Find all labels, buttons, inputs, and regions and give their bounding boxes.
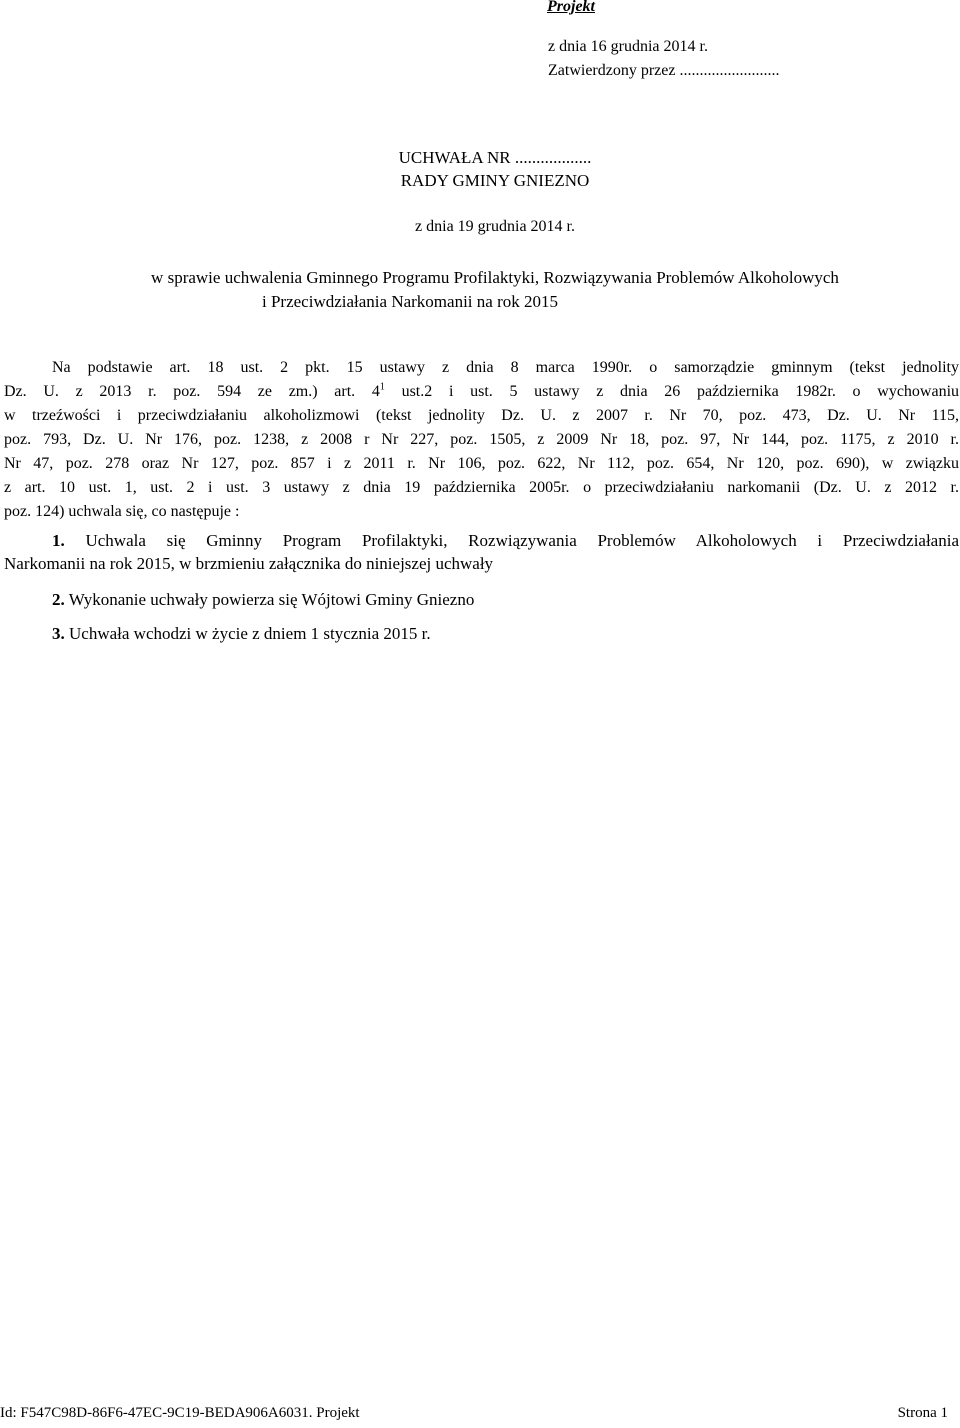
- section-1: [4, 529, 959, 575]
- legal-basis-text: Dz. U. z 2013 r. poz. 594 ze zm.) art. 4: [4, 383, 380, 400]
- resolution-date: z dnia 19 grudnia 2014 r.: [415, 218, 575, 235]
- section-text: Uchwala się Gminny Program Profilaktyki, Rozwiązywania Problemów Alkoholowych i Przeciwdziałania: [85, 531, 959, 550]
- section-mark: 2.: [52, 590, 65, 609]
- section-mark: 3.: [52, 624, 65, 643]
- subject-line-1: w sprawie uchwalenia Gminnego Programu Profilaktyki, Rozwiązywania Problemów Alkoholowych: [151, 268, 839, 287]
- legal-basis-text: ust.2 i ust. 5 ustawy z dnia 26 października 1982r. o wychowaniu: [401, 383, 960, 400]
- legal-basis-line: [4, 380, 959, 404]
- section-1-line: Narkomanii na rok 2015, w brzmieniu załącznika do niniejszej uchwały: [4, 554, 494, 573]
- draft-date: z dnia 16 grudnia 2014 r.: [548, 38, 708, 55]
- resolution-number: UCHWAŁA NR ..................: [398, 148, 592, 167]
- section-text: Uchwała wchodzi w życie z dniem 1 stycznia 2015 r.: [69, 624, 431, 643]
- legal-basis-line: z art. 10 ust. 1, ust. 2 i ust. 3 ustawy z dnia 19 października 2005r. o przeciwdziałaniu narkomanii (Dz. U. z 2012 r.: [4, 479, 959, 496]
- legal-basis-line: Na podstawie art. 18 ust. 2 pkt. 15 ustawy z dnia 8 marca 1990r. o samorządzie gminnym (tekst jednolity: [52, 359, 959, 376]
- legal-basis-line: poz. 124) uchwala się, co następuje :: [4, 503, 240, 520]
- legal-basis-line: w trzeźwości i przeciwdziałaniu alkoholizmowi (tekst jednolity Dz. U. z 2007 r. Nr 70, poz. 473, Dz. U. Nr 115,: [4, 407, 959, 424]
- section-3-line: [4, 622, 959, 645]
- footer-page-number: Strona 1: [897, 1405, 948, 1421]
- section-3: [4, 622, 959, 645]
- section-mark: 1.: [52, 531, 65, 550]
- subject-line-2: i Przeciwdziałania Narkomanii na rok 2015: [262, 292, 558, 311]
- section-2: [4, 588, 959, 611]
- section-1-line: [4, 529, 959, 552]
- legal-basis-paragraph: [4, 356, 959, 524]
- section-2-line: [4, 588, 959, 611]
- superscript: 1: [379, 381, 385, 393]
- section-text: Wykonanie uchwały powierza się Wójtowi Gminy Gniezno: [68, 590, 475, 609]
- approved-by-line: Zatwierdzony przez .........................: [548, 62, 780, 79]
- footer-document-id: Id: F547C98D-86F6-47EC-9C19-BEDA906A6031. Projekt: [0, 1405, 360, 1421]
- legal-basis-line: poz. 793, Dz. U. Nr 176, poz. 1238, z 2008 r Nr 227, poz. 1505, z 2009 Nr 18, poz. 97, Nr 144, poz. 1175, z 2010 r.: [4, 431, 959, 448]
- project-label: Projekt: [547, 0, 595, 15]
- legal-basis-line: Nr 47, poz. 278 oraz Nr 127, poz. 857 i z 2011 r. Nr 106, poz. 622, Nr 112, poz. 654, Nr 120, poz. 690), w związku: [4, 455, 959, 472]
- resolution-council: RADY GMINY GNIEZNO: [400, 171, 590, 190]
